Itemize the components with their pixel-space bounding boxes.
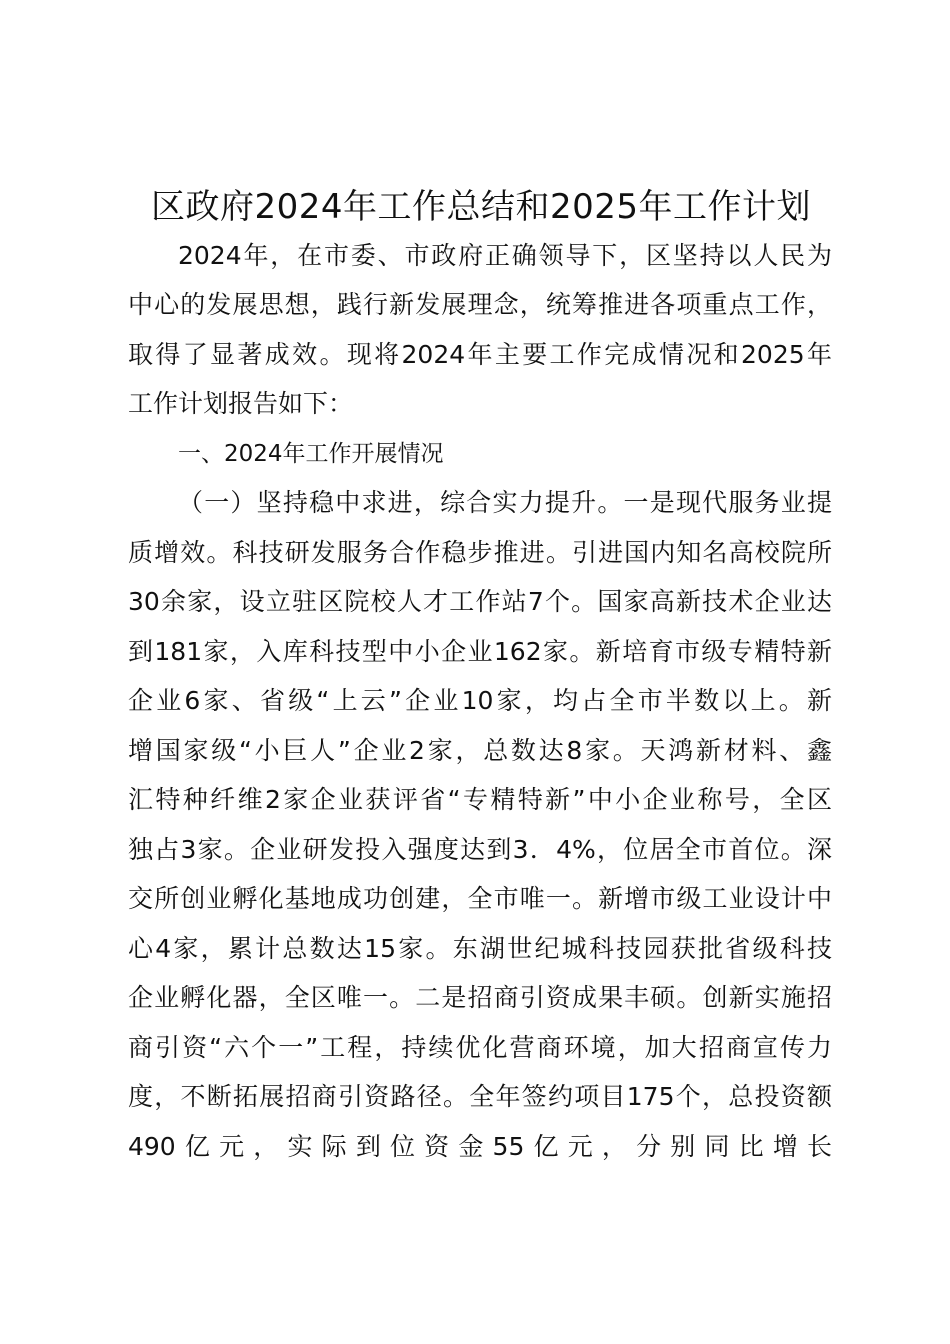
body-line: 到181家，入库科技型中小企业162家。新培育市级专精特新 bbox=[128, 637, 832, 666]
intro-line: 工作计划报告如下： bbox=[128, 389, 354, 418]
body-line: 心4家，累计总数达15家。东湖世纪城科技园获批省级科技 bbox=[128, 934, 832, 963]
body-line: 交所创业孵化基地成功创建，全市唯一。新增市级工业设计中 bbox=[128, 884, 832, 913]
body-line: 度，不断拓展招商引资路径。全年签约项目175个，总投资额 bbox=[128, 1082, 832, 1111]
body-line: 质增效。科技研发服务合作稳步推进。引进国内知名高校院所 bbox=[128, 538, 832, 567]
body-line: 企业孵化器，全区唯一。二是招商引资成果丰硕。创新实施招 bbox=[128, 983, 832, 1012]
body-line: 商引资“六个一”工程，持续优化营商环境，加大招商宣传力 bbox=[128, 1033, 832, 1062]
section-heading: 一、2024年工作开展情况 bbox=[178, 441, 444, 467]
body-line: 增国家级“小巨人”企业2家，总数达8家。天鸿新材料、鑫 bbox=[128, 736, 832, 765]
intro-line: 2024年，在市委、市政府正确领导下，区坚持以人民为 bbox=[178, 241, 832, 270]
document-title: 区政府2024年工作总结和2025年工作计划 bbox=[150, 187, 812, 227]
body-line: 490亿元，实际到位资金55亿元，分别同比增长 bbox=[128, 1132, 832, 1161]
intro-line: 取得了显著成效。现将2024年主要工作完成情况和2025年 bbox=[128, 340, 832, 369]
body-line: （一）坚持稳中求进，综合实力提升。一是现代服务业提 bbox=[178, 488, 832, 517]
body-line: 独占3家。企业研发投入强度达到3．4%，位居全市首位。深 bbox=[128, 835, 832, 864]
body-line: 汇特种纤维2家企业获评省“专精特新”中小企业称号，全区 bbox=[128, 785, 832, 814]
body-line: 企业6家、省级“上云”企业10家，均占全市半数以上。新 bbox=[128, 686, 832, 715]
body-line: 30余家，设立驻区院校人才工作站7个。国家高新技术企业达 bbox=[128, 587, 832, 616]
intro-line: 中心的发展思想，践行新发展理念，统筹推进各项重点工作， bbox=[128, 290, 832, 319]
